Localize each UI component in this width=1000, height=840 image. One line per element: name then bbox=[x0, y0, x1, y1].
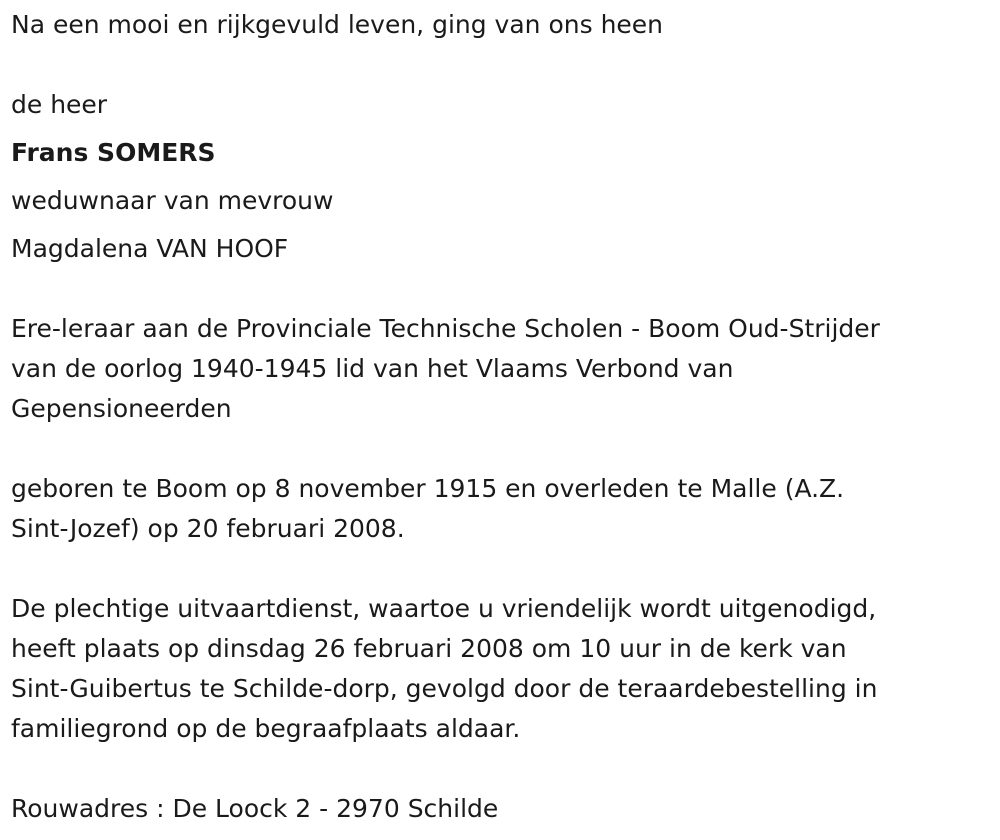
biography-line: van de oorlog 1940-1945 lid van het Vlaams Verbond van bbox=[11, 354, 734, 383]
mourning-address: Rouwadres : De Loock 2 - 2970 Schilde bbox=[11, 794, 499, 823]
birth-death-line: Sint-Jozef) op 20 februari 2008. bbox=[11, 514, 405, 543]
birth-death-paragraph bbox=[11, 469, 971, 549]
birth-death-line: geboren te Boom op 8 november 1915 en overleden te Malle (A.Z. bbox=[11, 474, 845, 503]
biography-paragraph bbox=[11, 309, 971, 429]
funeral-line: De plechtige uitvaartdienst, waartoe u vriendelijk wordt uitgenodigd, bbox=[11, 594, 877, 623]
funeral-paragraph bbox=[11, 589, 971, 749]
funeral-line: Sint-Guibertus te Schilde-dorp, gevolgd door de teraardebestelling in bbox=[11, 674, 878, 703]
relation-text: weduwnaar van mevrouw bbox=[11, 186, 334, 215]
funeral-line: familiegrond op de begraafplaats aldaar. bbox=[11, 714, 521, 743]
biography-line: Gepensioneerden bbox=[11, 394, 232, 423]
intro-text: Na een mooi en rijkgevuld leven, ging van ons heen bbox=[11, 10, 664, 39]
spouse-name: Magdalena VAN HOOF bbox=[11, 234, 289, 263]
title-prefix: de heer bbox=[11, 90, 108, 119]
funeral-line: heeft plaats op dinsdag 26 februari 2008 om 10 uur in de kerk van bbox=[11, 634, 847, 663]
biography-line: Ere-leraar aan de Provinciale Technische Scholen - Boom Oud-Strijder bbox=[11, 314, 880, 343]
deceased-name: Frans SOMERS bbox=[11, 138, 216, 167]
